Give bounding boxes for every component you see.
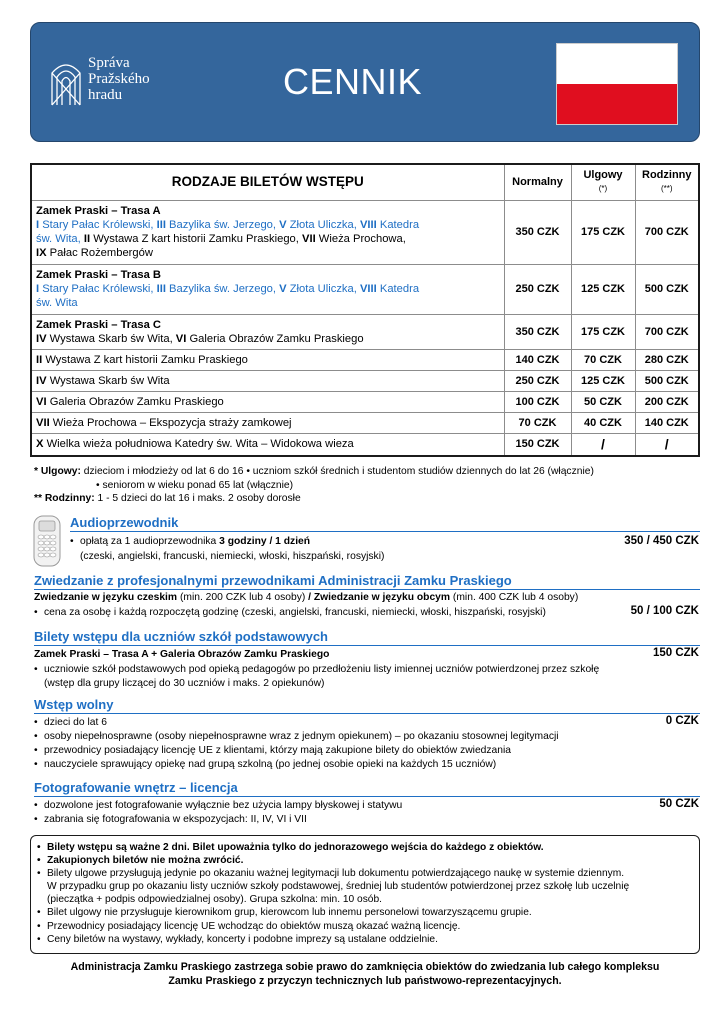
table-row: Zamek Praski – Trasa B I Stary Pałac Królewski, III Bazylika św. Jerzego, V Złota Uliczka, VIII Katedra św. Wita 250 CZK 125 CZK 500 CZK (31, 264, 699, 314)
note-reduced-cont: • seniorom w wieku ponad 65 lat (włącznie) (96, 480, 294, 491)
info-line: • Bilety wstępu są ważne 2 dni. Bilet upoważnia tylko do jednorazowego wejścia do każdego z obiektów. (37, 841, 693, 854)
list-item: • osoby niepełnosprawne (osoby niepełnosprawne wraz z jednym opiekunem) – po okazaniu stosownej legitymacji (34, 730, 559, 744)
guides-line: Zwiedzanie w języku czeskim (min. 200 CZK lub 4 osoby) / Zwiedzanie w języku obcym (min. 400 CZK lub 4 osoby) (34, 592, 579, 603)
table-header-row (31, 164, 699, 200)
school-heading: Bilety wstępu dla uczniów szkół podstawowych (34, 629, 328, 644)
audio-languages: (czeski, angielski, francuski, niemiecki, włoski, hiszpański, rosyjski) (80, 551, 385, 562)
school-route: Zamek Praski – Trasa A + Galeria Obrazów Zamku Praskiego (34, 649, 330, 660)
info-box (30, 835, 700, 954)
school-note-cont: (wstęp dla grupy liczącej do 30 uczniów i maks. 2 opiekunów) (44, 678, 325, 689)
audio-price: 350 / 450 CZK (624, 535, 699, 547)
footer-disclaimer: Administracja Zamku Praskiego zastrzega sobie prawo do zamknięcia obiektów do zwiedzania lub całego kompleksu Zamku Praskiego z przyczyn technicznych lub państwowo-reprezentacyjnych. (70, 961, 660, 987)
logo-wordmark: Správa Pražského hradu (88, 55, 150, 103)
list-item: • przewodnicy posiadający licencję UE z klientami, którzy mają zakupione bilety do obiektów zwiedzania (34, 744, 511, 758)
audioguide-device-icon (32, 515, 62, 567)
table-row: Zamek Praski – Trasa A I Stary Pałac Królewski, III Bazylika św. Jerzego, V Złota Uliczka, VIII Katedra św. Wita, II Wystawa Z kart historii Zamku Praskiego, VII Wieża Prochowa, IX Pałac Rożembergów 350 CZK 175 CZK 700 CZK (31, 200, 699, 264)
divider (34, 645, 700, 646)
table-row: IV Wystawa Skarb św Wita 250 CZK 125 CZK 500 CZK (31, 370, 699, 391)
audio-line: • opłatą za 1 audioprzewodnika 3 godziny / 1 dzień (70, 535, 310, 549)
guides-price: 50 / 100 CZK (630, 605, 699, 617)
ticket-price-table (30, 163, 700, 457)
free-price: 0 CZK (665, 715, 699, 727)
table-row: VII Wieża Prochowa – Ekspozycja straży zamkowej 70 CZK 40 CZK 140 CZK (31, 412, 699, 433)
guides-note: • cena za osobę i każdą rozpoczętą godzinę (czeski, angielski, francuski, niemiecki, włoski, hiszpański, rosyjski) (34, 606, 546, 620)
page-header (30, 22, 700, 142)
free-heading: Wstęp wolny (34, 697, 114, 712)
note-family: ** Rodzinny: 1 - 5 dzieci do lat 16 i maks. 2 osoby dorosłe (34, 493, 301, 504)
photo-price: 50 CZK (659, 798, 699, 810)
divider (70, 531, 700, 532)
list-item: • dzieci do lat 6 (34, 716, 107, 730)
col-reduced: Ulgowy (*) (571, 164, 635, 200)
col-normal: Normalny (504, 164, 571, 200)
school-note: • uczniowie szkół podstawowych pod opieką pedagogów po przedłożeniu listy imiennej uczniów potwierdzonej przez szkołę (34, 663, 599, 677)
col-family: Rodzinny (**) (635, 164, 699, 200)
info-line: (pieczątka + podpis odpowiedzialnej osoby). Grupa szkolna: min. 10 osób. (47, 894, 382, 906)
table-heading: RODZAJE BILETÓW WSTĘPU (31, 164, 504, 200)
info-line: • Przewodnicy posiadający licencję UE wchodząc do obiektów muszą okazać ważną licencję. (37, 920, 693, 933)
photo-heading: Fotografowanie wnętrz – licencja (34, 780, 238, 795)
info-line: • Bilety ulgowe przysługują jedynie po okazaniu ważnej legitymacji lub dokumentu potwierdzającego naukę w systemie dziennym. (37, 867, 693, 880)
info-line: • Ceny biletów na wystawy, wykłady, koncerty i podobne imprezy są ustalane oddzielnie. (37, 933, 693, 946)
info-line: • Bilet ulgowy nie przysługuje kierownikom grup, kierowcom lub innemu personelowi towarzyszącemu grupie. (37, 906, 693, 919)
info-line: W przypadku grup po okazaniu listy uczniów szkoły podstawowej, średniej lub studentów potwierdzonej przez szkołę lub uczelnię (47, 881, 630, 893)
school-price: 150 CZK (652, 647, 699, 659)
page-title: CENNIK (283, 61, 423, 102)
divider (34, 796, 700, 797)
audio-heading: Audioprzewodnik (70, 515, 179, 530)
table-row: VI Galeria Obrazów Zamku Praskiego 100 CZK 50 CZK 200 CZK (31, 391, 699, 412)
info-line: • Zakupionych biletów nie można zwrócić. (37, 854, 693, 867)
guides-heading: Zwiedzanie z profesjonalnymi przewodnikami Administracji Zamku Praskiego (34, 573, 512, 588)
castle-logo-icon (49, 59, 83, 107)
polish-flag-icon (556, 43, 678, 125)
list-item: • nauczyciele sprawujący opiekę nad grupą szkolną (po jednej osobie opieki na każdych 15 uczniów) (34, 758, 496, 772)
list-item: • zabrania się fotografowania w ekspozycjach: II, IV, VI i VII (34, 813, 307, 827)
list-item: • dozwolone jest fotografowanie wyłącznie bez użycia lampy błyskowej i statywu (34, 799, 402, 813)
table-row: Zamek Praski – Trasa C IV Wystawa Skarb św Wita, VI Galeria Obrazów Zamku Praskiego 350 CZK 175 CZK 700 CZK (31, 314, 699, 349)
table-row: II Wystawa Z kart historii Zamku Praskiego 140 CZK 70 CZK 280 CZK (31, 349, 699, 370)
note-reduced: * Ulgowy: dzieciom i młodzieży od lat 6 do 16 • uczniom szkół średnich i studentom studiów dziennych do lat 26 (włącznie) (34, 466, 594, 477)
divider (34, 713, 700, 714)
table-row: X Wielka wieża południowa Katedry św. Wita – Widokowa wieza 150 CZK / / (31, 433, 699, 456)
divider (34, 589, 700, 590)
